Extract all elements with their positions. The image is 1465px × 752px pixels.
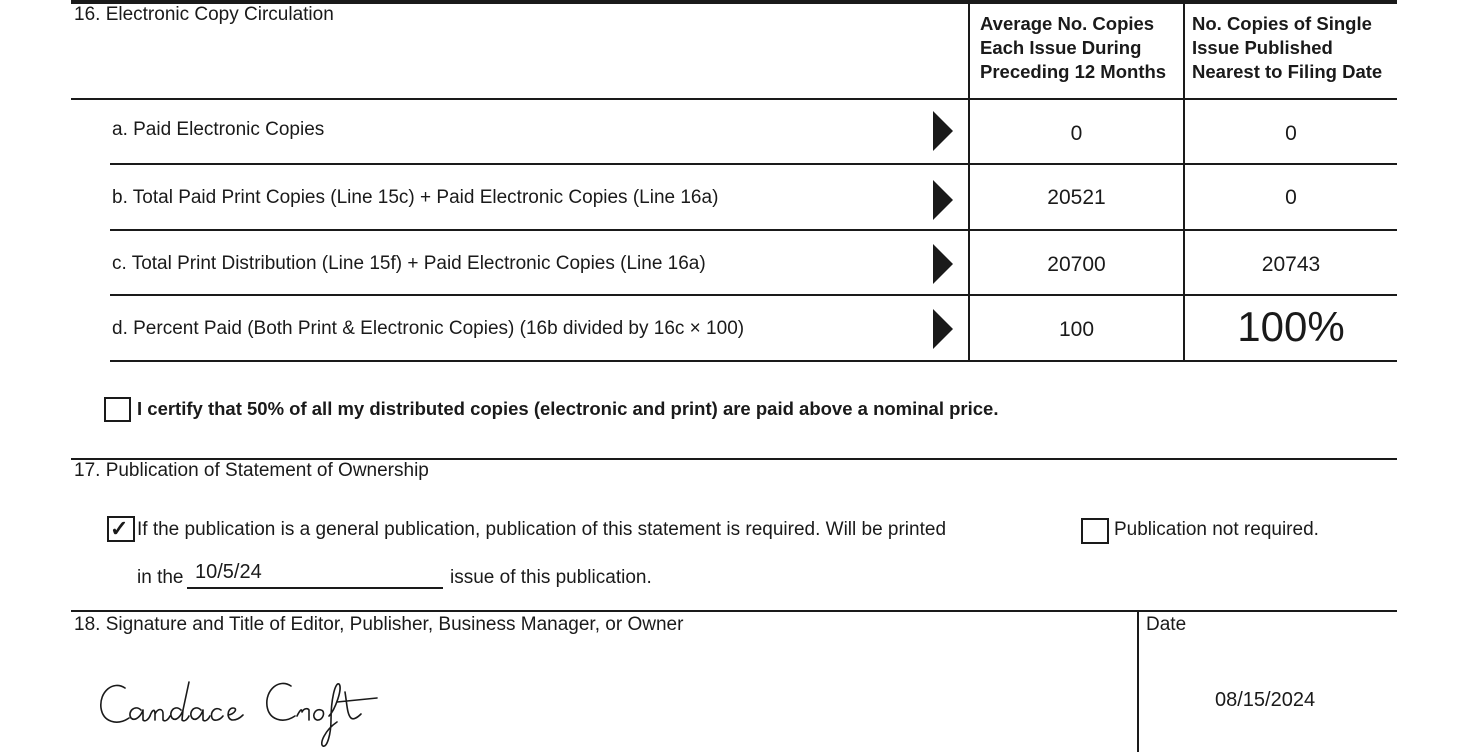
certify-text: I certify that 50% of all my distributed copies (electronic and print) are paid above a nominal price. (137, 398, 999, 419)
issue-date-field[interactable]: 10/5/24 (195, 561, 262, 583)
row-b-label: b. Total Paid Print Copies (Line 15c) + Paid Electronic Copies (Line 16a) (112, 187, 719, 208)
arrow-right-icon (933, 309, 953, 349)
row-a-label: a. Paid Electronic Copies (112, 119, 325, 140)
arrow-right-icon (933, 244, 953, 284)
certify-checkbox[interactable] (104, 397, 131, 422)
header-bottom-rule (71, 98, 1397, 100)
not-required-checkbox[interactable] (1081, 518, 1109, 544)
section-17-title: 17. Publication of Statement of Ownership (74, 460, 429, 481)
row-b-bottom-rule (110, 229, 1397, 231)
date-value: 08/15/2024 (1215, 689, 1316, 711)
row-d-label: d. Percent Paid (Both Print & Electronic Copies) (16b divided by 16c × 100) (112, 318, 745, 339)
row-c-average-value: 20700 (1047, 253, 1106, 276)
checkmark-icon: ✓ (110, 516, 129, 541)
row-d-average-value: 100 (1058, 318, 1095, 341)
column-divider-1 (968, 4, 970, 361)
col-header-average-line3: Preceding 12 Months (980, 61, 1167, 82)
row-a-average-value: 0 (1070, 122, 1083, 145)
in-the-label: in the (137, 567, 184, 588)
arrow-right-icon (933, 111, 953, 151)
not-required-text: Publication not required. (1114, 519, 1319, 540)
row-c-bottom-rule (110, 294, 1397, 296)
row-c-single-value: 20743 (1261, 253, 1321, 276)
issue-suffix: issue of this publication. (450, 567, 652, 588)
section-18-top-rule (71, 610, 1397, 612)
col-header-average-line1: Average No. Copies (980, 13, 1155, 34)
row-d-single-value: 100% (1237, 303, 1345, 350)
col-header-single-line3: Nearest to Filing Date (1192, 61, 1383, 82)
date-label: Date (1146, 614, 1187, 635)
arrow-right-icon (933, 180, 953, 220)
section-18-title: 18. Signature and Title of Editor, Publisher, Business Manager, or Owner (74, 614, 684, 635)
general-publication-text: If the publication is a general publication, publication of this statement is required. Will be printed (137, 519, 947, 540)
col-header-single-line2: Issue Published (1192, 37, 1333, 58)
row-b-average-value: 20521 (1047, 186, 1106, 209)
row-a-bottom-rule (110, 163, 1397, 165)
col-header-average-line2: Each Issue During (980, 37, 1142, 58)
date-column-divider (1137, 611, 1139, 752)
row-d-bottom-rule (110, 360, 1397, 362)
signature-image (95, 670, 395, 750)
row-b-single-value: 0 (1285, 186, 1297, 209)
issue-date-underline (187, 587, 443, 589)
col-header-single-line1: No. Copies of Single (1192, 13, 1372, 34)
row-c-label: c. Total Print Distribution (Line 15f) + Paid Electronic Copies (Line 16a) (112, 253, 706, 274)
section-16-title: 16. Electronic Copy Circulation (74, 4, 334, 25)
row-a-single-value: 0 (1285, 122, 1297, 145)
